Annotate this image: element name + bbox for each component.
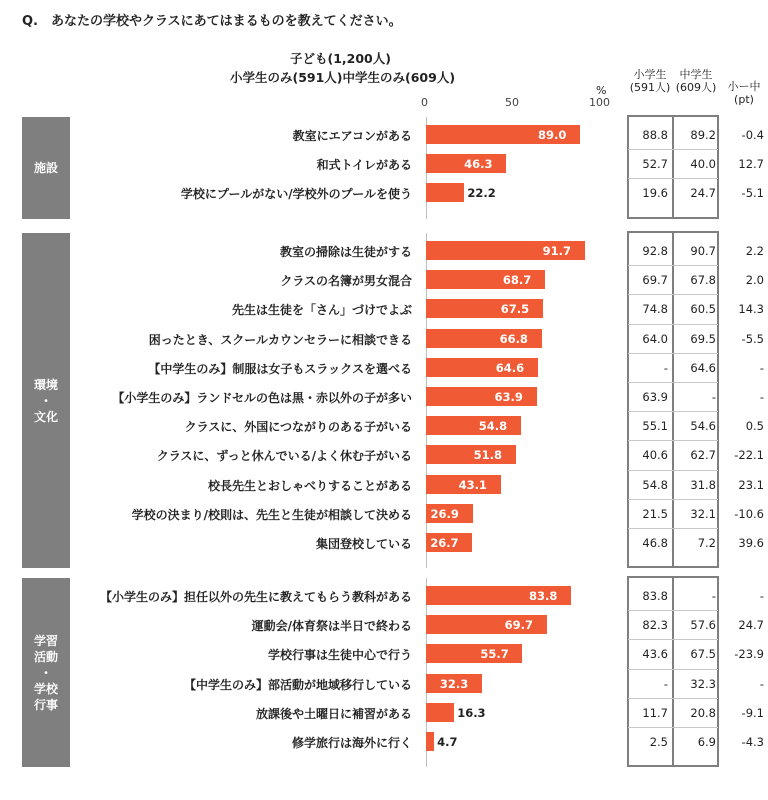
row-label: 教室の掃除は生徒がする: [279, 245, 412, 259]
junior-value: 57.6: [690, 618, 716, 633]
row-separator: [628, 470, 718, 471]
bar-value-label: 22.2: [467, 186, 496, 201]
row-label: クラスに、ずっと休んでいる/よく休む子がいる: [156, 449, 412, 464]
header-breakdown: 小学生のみ(591人)中学生のみ(609人): [230, 70, 456, 85]
row-separator: [628, 294, 718, 295]
junior-value: 64.6: [690, 360, 716, 375]
elementary-value: 88.8: [642, 128, 668, 142]
percent-unit: %: [596, 84, 607, 97]
bar: [426, 703, 454, 722]
elementary-value: 64.0: [642, 331, 668, 346]
tick-100: 100: [589, 96, 610, 109]
elementary-value: 46.8: [642, 536, 668, 550]
row-separator: [628, 353, 718, 354]
junior-value: 20.8: [690, 705, 716, 720]
bar-value-label: 66.8: [499, 331, 528, 346]
difference-value: 39.6: [738, 536, 764, 550]
elementary-value: 55.1: [642, 419, 668, 434]
bar-value-label: 89.0: [537, 128, 567, 142]
row-separator: [628, 178, 718, 179]
row-label: 【小学生のみ】担任以外の先生に教えてもらう教科がある: [99, 590, 412, 604]
junior-value: 7.2: [697, 536, 716, 550]
row-separator: [628, 324, 718, 325]
junior-value: 32.1: [690, 506, 716, 521]
difference-value: 14.3: [738, 302, 764, 317]
junior-value: 60.5: [690, 302, 716, 317]
bar-value-label: 16.3: [457, 705, 486, 720]
difference-value: 0.5: [745, 419, 764, 434]
junior-value: 62.7: [690, 448, 716, 463]
elementary-value: 2.5: [649, 735, 668, 749]
category-label-text: 環境 ・ 文化: [33, 377, 58, 424]
row-separator: [628, 265, 718, 266]
row-separator: [628, 440, 718, 441]
elementary-value: 82.3: [642, 618, 668, 633]
bar-value-label: 68.7: [502, 273, 532, 288]
junior-value: 31.8: [690, 477, 716, 492]
tick-50: 50: [505, 96, 519, 109]
junior-value: -: [711, 589, 716, 603]
bar-value-label: 67.5: [500, 302, 530, 317]
header-total: 子ども(1,200人): [290, 51, 391, 66]
difference-value: 2.0: [745, 273, 764, 288]
bar-value-label: 64.6: [495, 360, 525, 375]
column-junior-count: (609人): [675, 81, 717, 94]
category-label-text: 学習 活動 ・ 学校 行事: [33, 633, 58, 712]
category-label-text: 施設: [33, 160, 58, 175]
elementary-value: 11.7: [642, 705, 668, 720]
difference-value: 24.7: [738, 618, 764, 633]
category-label: [22, 117, 70, 219]
junior-value: 90.7: [690, 244, 716, 258]
elementary-value: 69.7: [642, 273, 668, 288]
row-separator: [628, 610, 718, 611]
row-separator: [628, 149, 718, 150]
elementary-value: 83.8: [642, 589, 668, 603]
row-label: 学校の決まり/校則は、先生と生徒が相談して決める: [131, 507, 412, 522]
bar: [426, 183, 464, 202]
bar: [426, 732, 434, 751]
bar-value-label: 63.9: [494, 390, 523, 404]
bar-value-label: 69.7: [504, 618, 533, 633]
tick-0: 0: [421, 96, 428, 109]
junior-value: 67.8: [690, 273, 716, 288]
bar-value-label: 26.9: [430, 506, 459, 521]
junior-value: 6.9: [697, 735, 716, 749]
row-label: 教室にエアコンがある: [292, 129, 412, 143]
difference-value: -22.1: [734, 448, 764, 463]
junior-value: 67.5: [690, 647, 716, 662]
column-diff-title: 小ー中: [727, 80, 761, 93]
column-elementary-header: [628, 68, 672, 94]
elementary-value: -: [663, 360, 668, 375]
column-diff-header: [722, 80, 766, 106]
elementary-value: 92.8: [642, 244, 668, 258]
row-separator: [628, 669, 718, 670]
row-label: 先生は生徒を「さん」づけでよぶ: [231, 303, 412, 318]
junior-value: 32.3: [690, 676, 716, 691]
difference-value: -: [759, 589, 764, 603]
row-label: 【中学生のみ】制服は女子もスラックスを選べる: [148, 361, 412, 376]
category-label: [22, 233, 70, 568]
row-label: 【小学生のみ】ランドセルの色は黒・赤以外の子が多い: [112, 391, 412, 405]
bar-value-label: 55.7: [480, 647, 509, 662]
row-label: 放課後や土曜日に補習がある: [255, 706, 412, 721]
elementary-value: 74.8: [642, 302, 668, 317]
difference-value: -10.6: [734, 506, 764, 521]
row-separator: [628, 727, 718, 728]
row-label: 学校行事は生徒中心で行う: [267, 648, 412, 663]
row-label: 運動会/体育祭は半日で終わる: [251, 619, 412, 634]
bar-value-label: 32.3: [439, 676, 469, 691]
elementary-value: 40.6: [642, 448, 668, 463]
difference-value: -23.9: [734, 647, 764, 662]
bar-value-label: 54.8: [478, 419, 508, 434]
junior-value: 40.0: [690, 157, 716, 172]
column-junior-title: 中学生: [679, 68, 713, 81]
column-elementary-count: (591人): [629, 81, 671, 94]
junior-value: 89.2: [690, 128, 716, 142]
elementary-value: 54.8: [642, 477, 668, 492]
row-label: 困ったとき、スクールカウンセラーに相談できる: [148, 332, 412, 347]
difference-value: -: [759, 676, 764, 691]
row-label: 修学旅行は海外に行く: [291, 736, 412, 750]
difference-value: 23.1: [738, 477, 764, 492]
row-separator: [628, 528, 718, 529]
difference-value: -5.1: [741, 186, 764, 201]
bar-value-label: 43.1: [458, 477, 487, 492]
difference-value: -5.5: [741, 331, 764, 346]
row-separator: [628, 382, 718, 383]
elementary-value: -: [663, 676, 668, 691]
row-label: 【中学生のみ】部活動が地域移行している: [183, 677, 412, 692]
row-label: 学校にプールがない/学校外のプールを使う: [180, 187, 412, 202]
category-label: [22, 578, 70, 767]
elementary-value: 19.6: [642, 186, 668, 201]
junior-value: 24.7: [690, 186, 716, 201]
row-separator: [628, 639, 718, 640]
row-label: 和式トイレがある: [316, 158, 412, 173]
difference-value: -: [759, 390, 764, 404]
bar-value-label: 4.7: [437, 735, 458, 749]
row-separator: [628, 698, 718, 699]
difference-value: -9.1: [741, 705, 764, 720]
row-label: クラスの名簿が男女混合: [280, 274, 412, 289]
difference-value: -0.4: [741, 128, 764, 142]
bar-value-label: 51.8: [473, 448, 502, 463]
row-separator: [628, 411, 718, 412]
bar-value-label: 83.8: [528, 589, 558, 603]
row-separator: [628, 499, 718, 500]
column-junior-header: [674, 68, 718, 94]
bar-value-label: 26.7: [430, 536, 459, 550]
difference-value: 2.2: [745, 244, 764, 258]
difference-value: 12.7: [738, 157, 764, 172]
bar-value-label: 91.7: [542, 244, 572, 258]
difference-value: -4.3: [741, 735, 764, 749]
row-label: 校長先生とおしゃべりすることがある: [207, 478, 412, 493]
junior-value: 69.5: [690, 331, 716, 346]
junior-value: -: [711, 390, 716, 404]
difference-value: -: [759, 360, 764, 375]
elementary-value: 43.6: [642, 647, 668, 662]
row-label: 集団登校している: [315, 537, 412, 551]
elementary-value: 52.7: [642, 157, 668, 172]
junior-value: 54.6: [690, 419, 716, 434]
bar: [426, 445, 516, 464]
elementary-value: 63.9: [642, 390, 668, 404]
elementary-value: 21.5: [642, 506, 668, 521]
row-label: クラスに、外国につながりのある子がいる: [184, 420, 412, 435]
column-diff-unit: (pt): [734, 93, 754, 106]
question-title: Q. あなたの学校やクラスにあてはまるものを教えてください。: [22, 14, 402, 29]
column-elementary-title: 小学生: [633, 68, 667, 81]
bar-value-label: 46.3: [464, 157, 493, 172]
